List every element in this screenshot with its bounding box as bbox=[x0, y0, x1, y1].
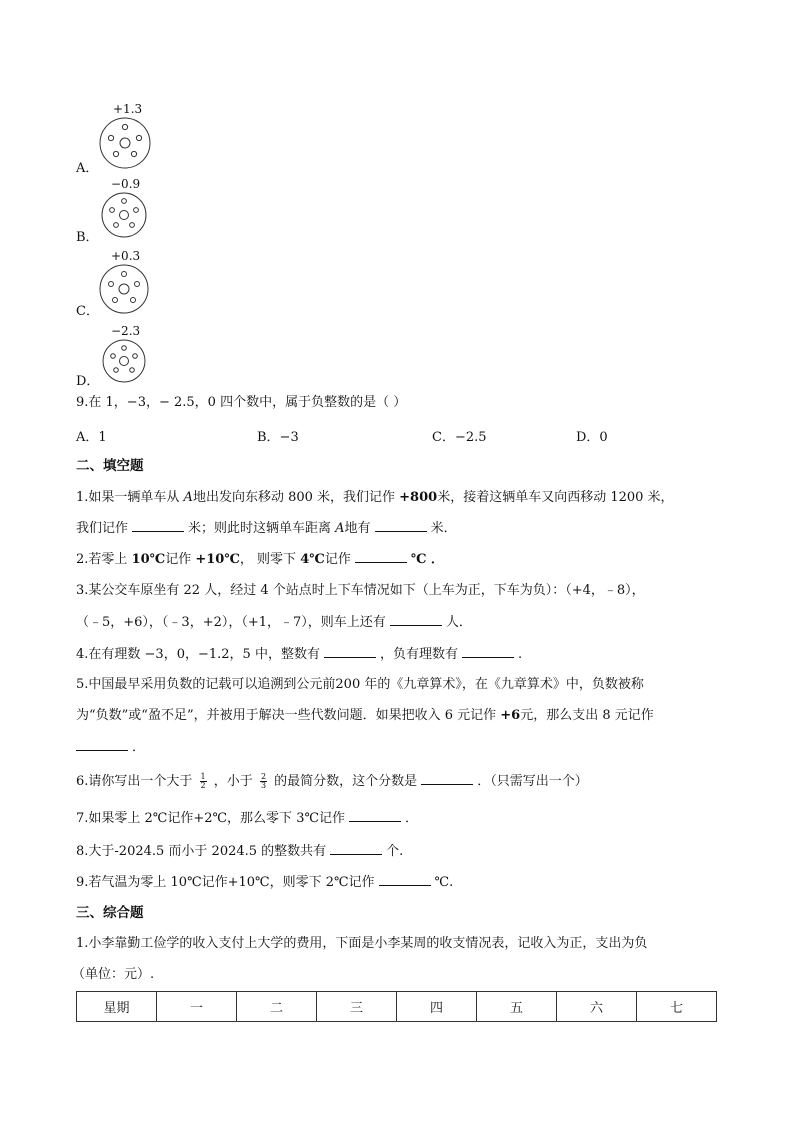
disc-c-icon bbox=[98, 263, 150, 315]
fill-question-7: 7.如果零上 2℃记作+2℃，那么零下 3℃记作 ． bbox=[76, 811, 419, 826]
composite-question-1-line1: 1.小李靠勤工俭学的收入支付上大学的费用，下面是小李某周的收支情况表，记收入为正，支出为负 bbox=[76, 936, 648, 951]
option-d-letter: D． bbox=[76, 374, 100, 389]
option-c-value: +0.3 bbox=[111, 249, 141, 263]
table-header-cell: 四 bbox=[397, 992, 477, 1022]
answer-blank[interactable] bbox=[462, 645, 514, 658]
fill-question-8: 8.大于-2024.5 而小于 2024.5 的整数共有 个. bbox=[76, 844, 404, 859]
answer-blank[interactable] bbox=[390, 613, 442, 626]
fill-question-5-line3: ． bbox=[76, 738, 145, 757]
answer-blank[interactable] bbox=[421, 772, 473, 785]
fill-question-3-line2: （﹣5，+6），（﹣3，+2），（+1，﹣7），则车上还有 人． bbox=[76, 615, 472, 630]
section-2-title: 二、填空题 bbox=[76, 458, 144, 474]
fill-question-9: 9.若气温为零上 10℃记作+10℃，则零下 2℃记作 ℃. bbox=[76, 875, 454, 890]
question-9-text: 9.在 1，−3，− 2.5，0 四个数中，属于负整数的是（ ） bbox=[76, 395, 407, 410]
table-header-cell: 二 bbox=[237, 992, 317, 1022]
answer-blank[interactable] bbox=[355, 550, 407, 563]
fill-question-6: 6.请你写出一个大于 $\frac{1}{2}$ ，小于 $\frac{2}{3}$ 的最简分数，这个分数是 ．（只需写出一个） bbox=[76, 772, 588, 790]
fraction-one-half: $\frac{1}{2}$ bbox=[200, 772, 206, 790]
disc-a-icon bbox=[98, 116, 152, 170]
disc-b-icon bbox=[100, 191, 148, 239]
option-b-value: −0.9 bbox=[111, 177, 141, 191]
fill-question-1-line1: 1.如果一辆单车从 A地出发向东移动 800 米，我们记作 +800米，接着这辆单车又向西移动 1200 米， bbox=[76, 490, 674, 505]
answer-blank[interactable] bbox=[132, 519, 184, 532]
section-3-title: 三、综合题 bbox=[76, 905, 144, 921]
fill-question-3-line1: 3.某公交车原坐有 22 人，经过 4 个站点时上下车情况如下（上车为正，下车为负）：（+4，﹣8）， bbox=[76, 583, 645, 598]
option-a-letter: A． bbox=[76, 161, 99, 176]
fill-question-4: 4.在有理数 −3，0，−1.2，5 中，整数有 ，负有理数有 . bbox=[76, 647, 523, 662]
table-header-cell: 一 bbox=[157, 992, 237, 1022]
table-header-cell: 七 bbox=[637, 992, 717, 1022]
composite-question-1-line2: （单位：元）. bbox=[72, 967, 155, 982]
option-c-letter: C． bbox=[76, 304, 99, 319]
answer-blank[interactable] bbox=[324, 645, 376, 658]
table-header-row bbox=[77, 992, 717, 1022]
fill-question-5-line1: 5.中国最早采用负数的记载可以追溯到公元前200 年的《九章算术》，在《九章算术》中，负数被称 bbox=[76, 677, 644, 692]
disc-d-icon bbox=[101, 338, 147, 384]
answer-blank[interactable] bbox=[76, 738, 128, 751]
answer-blank[interactable] bbox=[349, 809, 401, 822]
question-9-option-a[interactable]: A．1 bbox=[76, 430, 107, 445]
table-header-cell: 六 bbox=[557, 992, 637, 1022]
income-expense-table bbox=[76, 991, 717, 1022]
table-header-cell: 星期 bbox=[77, 992, 157, 1022]
answer-blank[interactable] bbox=[379, 873, 431, 886]
option-b-letter: B． bbox=[76, 230, 99, 245]
fill-question-2: 2.若零上 10℃记作 +10℃， 则零下 4℃记作 ℃ ． bbox=[76, 552, 444, 567]
table-header-cell: 三 bbox=[317, 992, 397, 1022]
option-a-value: +1.3 bbox=[113, 102, 143, 116]
answer-blank[interactable] bbox=[330, 842, 382, 855]
question-9-option-c[interactable]: C．−2.5 bbox=[432, 430, 487, 445]
fraction-two-thirds: $\frac{2}{3}$ bbox=[260, 772, 267, 790]
question-9-option-b[interactable]: B．−3 bbox=[257, 430, 299, 445]
table-header-cell: 五 bbox=[477, 992, 557, 1022]
fill-question-5-line2: 为“负数”或“盈不足”，并被用于解决一些代数问题．如果把收入 6 元记作 +6元，那么支出 8 元记作 bbox=[76, 708, 654, 723]
fill-question-1-line2: 我们记作 米；则此时这辆单车距离 A地有 米． bbox=[76, 521, 457, 536]
question-9-option-d[interactable]: D．0 bbox=[576, 430, 608, 445]
option-d-value: −2.3 bbox=[111, 324, 141, 338]
answer-blank[interactable] bbox=[375, 519, 427, 532]
